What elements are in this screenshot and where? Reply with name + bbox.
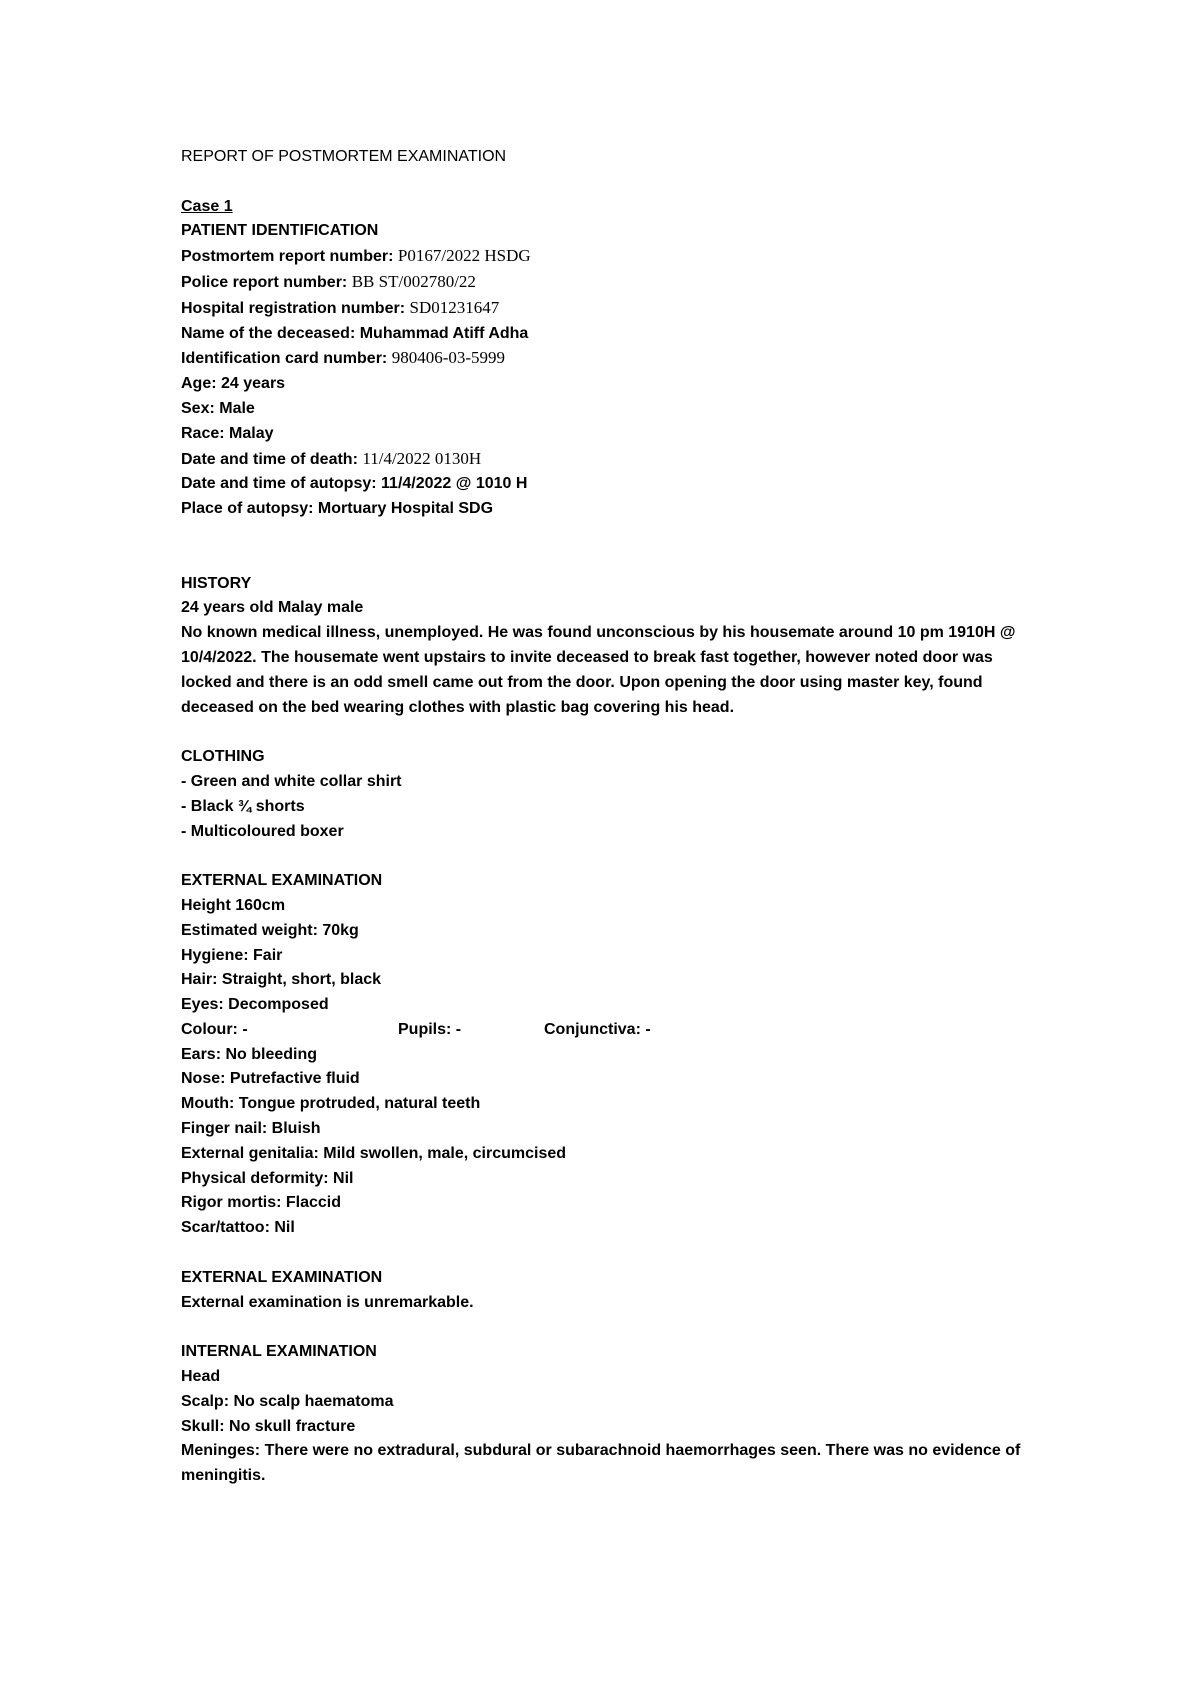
clothing-item: - Black ¾ shorts [181, 797, 305, 815]
postmortem-report-number-value: P0167/2022 HSDG [397, 246, 531, 266]
height: Height 160cm [181, 896, 286, 914]
colour: Colour: - [181, 1020, 248, 1038]
mouth: Mouth: Tongue protruded, natural teeth [181, 1095, 481, 1113]
case-label: Case 1 [181, 197, 233, 215]
police-report-number-label: Police report number: [181, 273, 348, 291]
postmortem-report-number-label: Postmortem report number: [181, 248, 394, 266]
rigor-mortis: Rigor mortis: Flaccid [181, 1194, 342, 1212]
date-time-death-label: Date and time of death: [181, 450, 358, 468]
police-report-number [181, 270, 1061, 296]
hygiene: Hygiene: Fair [181, 946, 283, 964]
nose: Nose: Putrefactive fluid [181, 1070, 360, 1088]
eye-details-row [181, 1018, 1061, 1043]
date-time-autopsy: Date and time of autopsy: 11/4/2022 @ 1010 H [181, 475, 528, 493]
external-examination-2-heading: EXTERNAL EXAMINATION [181, 1268, 383, 1286]
history-summary: 24 years old Malay male [181, 599, 364, 617]
identification-card-number [181, 346, 1061, 372]
sex: Sex: Male [181, 399, 255, 417]
meninges: Meninges: There were no extradural, subdural or subarachnoid haemorrhages seen. There was no evidence of meningitis. [181, 1442, 1021, 1485]
skull: Skull: No skull fracture [181, 1417, 356, 1435]
date-time-death [181, 447, 1061, 473]
identification-card-number-value: 980406-03-5999 [391, 348, 506, 368]
pupils: Pupils: - [398, 1020, 462, 1038]
hospital-registration-number-value: SD01231647 [409, 297, 500, 317]
scalp: Scalp: No scalp haematoma [181, 1392, 394, 1410]
eyes: Eyes: Decomposed [181, 996, 329, 1014]
hospital-registration-number-label: Hospital registration number: [181, 299, 406, 317]
history-heading: HISTORY [181, 574, 252, 592]
identification-card-number-label: Identification card number: [181, 350, 388, 368]
clothing-item: - Multicoloured boxer [181, 822, 344, 840]
hair: Hair: Straight, short, black [181, 971, 382, 989]
place-of-autopsy: Place of autopsy: Mortuary Hospital SDG [181, 500, 494, 518]
ears: Ears: No bleeding [181, 1045, 318, 1063]
age: Age: 24 years [181, 375, 286, 393]
physical-deformity: Physical deformity: Nil [181, 1169, 354, 1187]
conjunctiva: Conjunctiva: - [544, 1020, 651, 1038]
history-text: No known medical illness, unemployed. He was found unconscious by his housemate around 10 pm 1910H @ 10/4/2022. The housemate went upstairs to invite deceased to break fast together, however noted door was locked and there is an odd smell came out from the door. Upon opening the door using master key, found deceased on the bed wearing clothes with plastic bag covering his head. [181, 624, 1016, 716]
external-examination-2-text: External examination is unremarkable. [181, 1293, 474, 1311]
external-examination-heading: EXTERNAL EXAMINATION [181, 872, 383, 890]
clothing-item: - Green and white collar shirt [181, 772, 402, 790]
name-of-deceased: Name of the deceased: Muhammad Atiff Adha [181, 324, 529, 342]
postmortem-report-page [181, 145, 1061, 1489]
clothing-heading: CLOTHING [181, 748, 265, 766]
postmortem-report-number [181, 244, 1061, 270]
external-genitalia: External genitalia: Mild swollen, male, circumcised [181, 1144, 567, 1162]
date-time-death-value: 11/4/2022 0130H [362, 448, 482, 468]
hospital-registration-number [181, 296, 1061, 322]
report-title: REPORT OF POSTMORTEM EXAMINATION [181, 148, 507, 165]
race: Race: Malay [181, 424, 274, 442]
estimated-weight: Estimated weight: 70kg [181, 921, 359, 939]
police-report-number-value: BB ST/002780/22 [351, 271, 476, 291]
finger-nail: Finger nail: Bluish [181, 1120, 321, 1138]
head-subheading: Head [181, 1368, 221, 1386]
scar-tattoo: Scar/tattoo: Nil [181, 1219, 295, 1237]
internal-examination-heading: INTERNAL EXAMINATION [181, 1343, 377, 1361]
patient-identification-heading: PATIENT IDENTIFICATION [181, 222, 379, 240]
